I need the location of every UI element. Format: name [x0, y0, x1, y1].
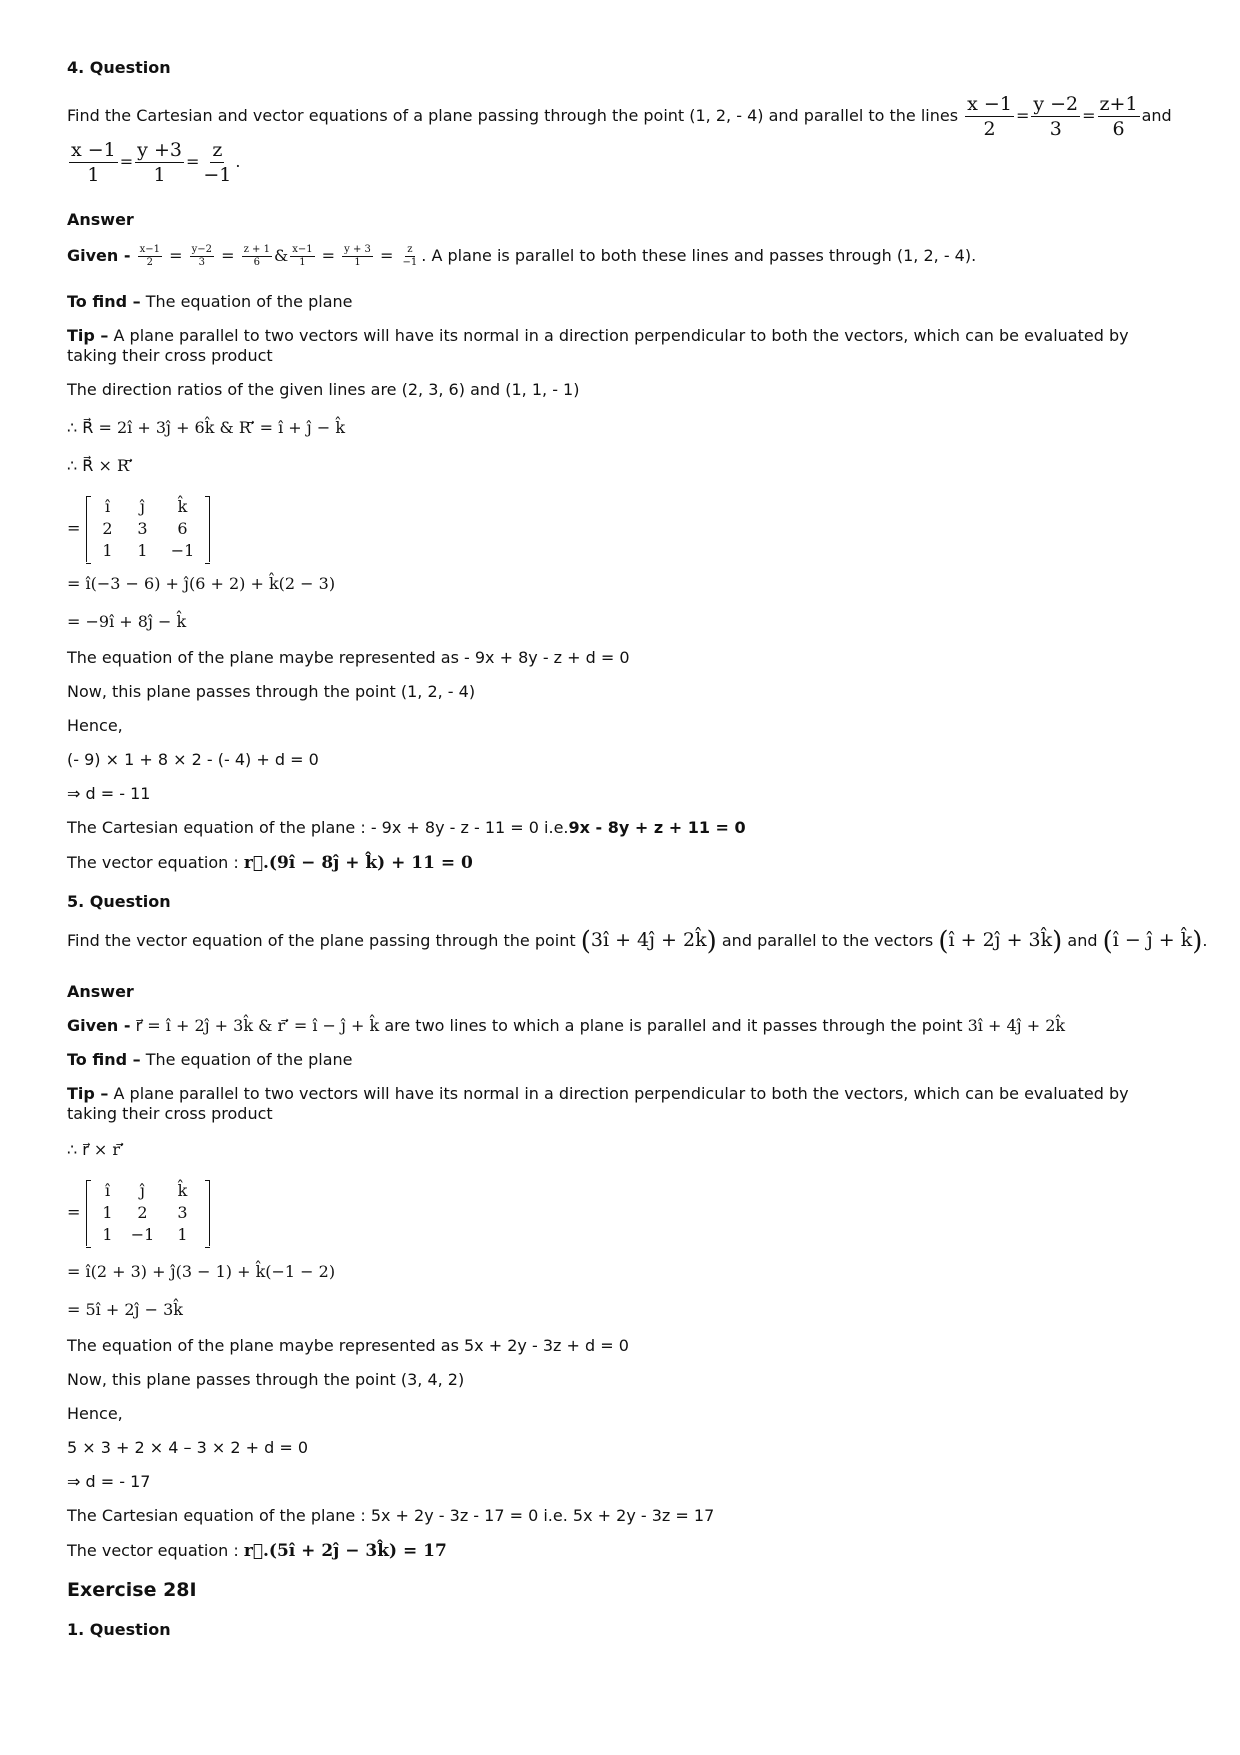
equals-sign: =: [67, 518, 81, 538]
matrix-cell: 3: [137, 519, 148, 538]
frac-den: 1: [299, 257, 306, 268]
matrix-cell: 6: [177, 519, 188, 538]
cartesian-text: The Cartesian equation of the plane : - 9x + 8y - z - 11 = 0 i.e.: [67, 818, 569, 837]
frac-den: 1: [153, 164, 166, 186]
frac-num: y −2: [1033, 93, 1079, 115]
matrix-cell: ĵ: [140, 497, 145, 516]
given-label: Given -: [67, 1016, 131, 1035]
given-frac: [138, 244, 162, 269]
q4-passes: Now, this plane passes through the point (1, 2, - 4): [67, 682, 476, 701]
tofind-label: To find –: [67, 292, 141, 311]
q4-tofind: [67, 292, 352, 312]
given-label: Given -: [67, 246, 131, 265]
given-point: 3î + 4ĵ + 2k̂: [967, 1016, 1066, 1035]
q4-cartesian: [67, 818, 746, 838]
q5-eq-cross: ∴ r⃗ × r′⃗: [67, 1140, 124, 1159]
q1-heading: 1. Question: [67, 1620, 171, 1639]
tip-label: Tip –: [67, 1084, 109, 1103]
q5-passes: Now, this plane passes through the point (3, 4, 2): [67, 1370, 465, 1389]
q4-line2-frac-x: [69, 138, 118, 187]
period: .: [1202, 931, 1208, 950]
q5-vector1: î + 2ĵ + 3k̂: [948, 929, 1053, 951]
frac-den: 6: [253, 257, 260, 268]
q4-tip: [67, 326, 1177, 366]
matrix-cell: k̂: [177, 1181, 188, 1200]
q4-line2-frac-y: [135, 138, 184, 187]
frac-den: 6: [1112, 118, 1125, 140]
tofind-text: The equation of the plane: [145, 1050, 353, 1069]
matrix-cell: 1: [102, 541, 113, 560]
and-text: and: [1067, 931, 1098, 950]
q4-plane-rep: The equation of the plane maybe represented as - 9x + 8y - z + d = 0: [67, 648, 630, 667]
frac-den: 1: [87, 164, 100, 186]
frac-num: y + 3: [344, 244, 371, 255]
q5-vector2: î − ĵ + k̂: [1112, 929, 1193, 951]
q5-answer-label: Answer: [67, 982, 134, 1001]
q5-hence: Hence,: [67, 1404, 123, 1423]
matrix-cell: 1: [137, 541, 148, 560]
matrix-cell: 1: [102, 1225, 113, 1244]
frac-den: 1: [354, 257, 361, 268]
q5-matrix-row: [67, 1180, 210, 1246]
q5-given: [67, 1016, 1065, 1036]
matrix-cell: î: [104, 497, 111, 516]
q4-eq-expand: = î(−3 − 6) + ĵ(6 + 2) + k̂(2 − 3): [67, 574, 336, 593]
q5-eq-result: = 5î + 2ĵ − 3k̂: [67, 1300, 183, 1319]
frac-den: −1: [203, 164, 232, 186]
q5-cartesian: The Cartesian equation of the plane : 5x + 2y - 3z - 17 = 0 i.e. 5x + 2y - 3z = 17: [67, 1506, 715, 1525]
q5-prompt-mid: and parallel to the vectors: [721, 931, 934, 950]
frac-num: z + 1: [243, 244, 270, 255]
q5-heading: 5. Question: [67, 892, 171, 911]
q5-point: 3î + 4ĵ + 2k̂: [590, 929, 707, 951]
tofind-label: To find –: [67, 1050, 141, 1069]
cartesian-bold: 9x - 8y + z + 11 = 0: [568, 818, 746, 837]
matrix-cell: 2: [137, 1203, 148, 1222]
q4-line2: $\frac{x -1}{1}$ = $\frac{y +3}{1}$ = $\frac{z}{-1}$ .: [71, 139, 241, 186]
tip-label: Tip –: [67, 326, 109, 345]
frac-den: 2: [146, 257, 153, 268]
q4-subst: (- 9) × 1 + 8 × 2 - (- 4) + d = 0: [67, 750, 319, 769]
matrix-cell: î: [104, 1181, 111, 1200]
given-math: r⃗ = î + 2ĵ + 3k̂ & r′⃗ = î − ĵ + k̂: [135, 1016, 380, 1035]
matrix-cell: −1: [170, 541, 195, 560]
q5-subst: 5 × 3 + 2 × 4 – 3 × 2 + d = 0: [67, 1438, 309, 1457]
tip-text: A plane parallel to two vectors will have its normal in a direction perpendicular to both the vectors, which can be evaluated by taking their cross product: [67, 326, 1129, 365]
frac-den: −1: [402, 257, 418, 268]
matrix-cell: −1: [130, 1225, 155, 1244]
frac-num: y−2: [191, 244, 212, 255]
q5-d-value: ⇒ d = - 17: [67, 1472, 151, 1491]
q4-eq-result: = −9î + 8ĵ − k̂: [67, 612, 187, 631]
vector-label: The vector equation :: [67, 853, 239, 872]
q4-line2-frac-z: [201, 138, 233, 187]
q5-plane-rep: The equation of the plane maybe represented as 5x + 2y - 3z + d = 0: [67, 1336, 629, 1355]
q4-eq-R: ∴ R⃗ = 2î + 3ĵ + 6k̂ & R′⃗ = î + ĵ − k̂: [67, 418, 346, 437]
equals-sign: =: [67, 1202, 81, 1222]
q4-determinant: [86, 496, 210, 562]
q5-determinant: [86, 1180, 210, 1246]
q4-heading: 4. Question: [67, 58, 171, 77]
q4-prompt: Find the Cartesian and vector equations of a plane passing through the point (1, 2, - 4) and parallel to the lines $\frac{x -1}{2}$ = $\frac{y -2}{3}$ = $\frac{z+1}{6}$ and: [67, 93, 1172, 140]
vector-equation: r⃗.(9î − 8ĵ + k̂) + 11 = 0: [243, 853, 473, 873]
q5-tofind: [67, 1050, 352, 1070]
q4-eq-cross: ∴ R⃗ × R′⃗: [67, 456, 133, 475]
q5-tip: [67, 1084, 1177, 1124]
vector-label: The vector equation :: [67, 1541, 239, 1560]
q4-direction-ratios: The direction ratios of the given lines are (2, 3, 6) and (1, 1, - 1): [67, 380, 580, 399]
q5-vector: [67, 1541, 447, 1561]
q4-line1-frac-y: [1031, 92, 1080, 141]
q4-vector: [67, 853, 473, 873]
vector-equation: r⃗.(5î + 2ĵ − 3k̂) = 17: [243, 1541, 447, 1561]
given-text: . A plane is parallel to both these lines and passes through (1, 2, - 4).: [421, 246, 977, 265]
given-frac: [190, 244, 214, 269]
q5-prompt-text: Find the vector equation of the plane passing through the point: [67, 931, 576, 950]
q4-prompt-text: Find the Cartesian and vector equations of a plane passing through the point (1, 2, - 4) and parallel to the lines: [67, 106, 959, 125]
frac-num: x −1: [967, 93, 1012, 115]
given-frac: [342, 244, 373, 269]
q4-line1-frac-z: [1098, 92, 1140, 141]
q4-given: Given - $\frac{x-1}{2}$ = $\frac{y-2}{3}$ = $\frac{z + 1}{6}$ & $\frac{x-1}{1}$ = $\frac{y + 3}{1}$ = $\frac{z}{-1}$ . A plane is parallel to both these lines and passes through (1, 2, - 4).: [67, 244, 977, 268]
q4-matrix-row: [67, 496, 210, 562]
matrix-cell: 3: [177, 1203, 188, 1222]
frac-num: x−1: [292, 244, 313, 255]
q5-prompt: Find the vector equation of the plane passing through the point (3î + 4ĵ + 2k̂) and parallel to the vectors (î + 2ĵ + 3k̂) and (î − ĵ + k̂).: [67, 926, 1208, 957]
matrix-cell: k̂: [177, 497, 188, 516]
given-text: are two lines to which a plane is parallel and it passes through the point: [384, 1016, 963, 1035]
tip-text: A plane parallel to two vectors will have its normal in a direction perpendicular to both the vectors, which can be evaluated by taking their cross product: [67, 1084, 1129, 1123]
q5-eq-expand: = î(2 + 3) + ĵ(3 − 1) + k̂(−1 − 2): [67, 1262, 336, 1281]
frac-num: z: [407, 244, 413, 255]
matrix-cell: ĵ: [140, 1181, 145, 1200]
q4-hence: Hence,: [67, 716, 123, 735]
frac-num: z: [212, 139, 223, 161]
q4-d-value: ⇒ d = - 11: [67, 784, 151, 803]
frac-num: x−1: [139, 244, 160, 255]
q4-answer-label: Answer: [67, 210, 134, 229]
q4-line1-frac-x: [965, 92, 1014, 141]
tofind-text: The equation of the plane: [145, 292, 353, 311]
given-frac: [242, 244, 272, 269]
frac-num: y +3: [137, 139, 182, 161]
frac-num: x −1: [71, 139, 116, 161]
matrix-cell: 1: [177, 1225, 188, 1244]
given-frac: [290, 244, 314, 269]
matrix-cell: 2: [102, 519, 113, 538]
given-frac: [401, 244, 420, 269]
matrix-cell: 1: [102, 1203, 113, 1222]
frac-den: 3: [1049, 118, 1062, 140]
frac-den: 2: [983, 118, 996, 140]
frac-num: z+1: [1099, 93, 1138, 115]
exercise-heading: Exercise 28I: [67, 1579, 197, 1601]
frac-den: 3: [198, 257, 205, 268]
and-text: and: [1141, 106, 1172, 125]
